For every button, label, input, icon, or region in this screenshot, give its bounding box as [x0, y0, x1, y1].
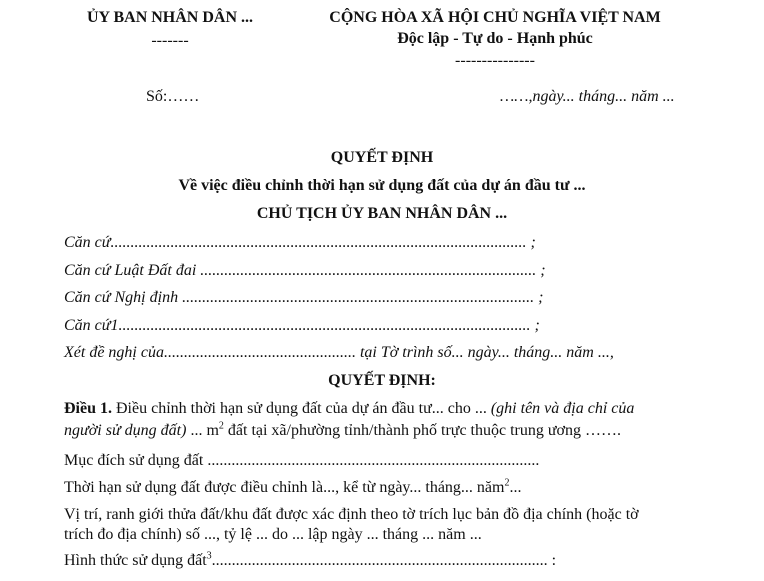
article-note: người sử dụng đất)	[64, 422, 187, 439]
article-label: Điều 1.	[64, 400, 112, 417]
land-location-1: Vị trí, ranh giới thửa đất/khu đất được xác định theo tờ trích lục bản đồ địa chính (hoặc tờ	[64, 506, 639, 523]
article-note: (ghi tên và địa chỉ của	[490, 400, 635, 417]
superscript: 2	[218, 420, 224, 432]
basis-line: Căn cứ........................................................................................................ ;	[64, 234, 536, 251]
footnote-ref: 2	[504, 477, 510, 489]
agency-name: ỦY BAN NHÂN DÂN ...	[86, 9, 254, 26]
land-purpose: Mục đích sử dụng đất ...................................................................................	[64, 452, 540, 469]
term-end: ...	[509, 479, 522, 496]
basis-line: Căn cứ Luật Đất đai .................................................................................... ;	[64, 262, 546, 279]
form-text: Hình thức sử dụng đất	[64, 552, 207, 569]
form-end: .................................................................................... :	[211, 552, 557, 569]
article-text: ... m	[186, 422, 219, 439]
basis-line: Xét đề nghị của................................................ tại Tờ trình số... ngày... tháng... năm ...,	[64, 344, 614, 361]
country-name: CỘNG HÒA XÃ HỘI CHỦ NGHĨA VIỆT NAM	[329, 9, 661, 26]
article-text: Điều chỉnh thời hạn sử dụng đất của dự án đầu tư... cho ...	[112, 400, 491, 417]
term-text: Thời hạn sử dụng đất được điều chỉnh là..., kể từ ngày... tháng... năm	[64, 479, 505, 496]
land-term	[64, 478, 521, 498]
motto: Độc lập - Tự do - Hạnh phúc	[397, 30, 593, 47]
document-number: Số:……	[146, 88, 200, 105]
article-1-line-1	[64, 399, 634, 419]
motto-rule: ---------------	[455, 52, 535, 69]
document-title: QUYẾT ĐỊNH	[330, 149, 434, 166]
basis-line: Căn cứ1....................................................................................................... ;	[64, 317, 540, 334]
land-use-form	[64, 551, 556, 571]
document-date: ……,ngày... tháng... năm ...	[500, 88, 675, 105]
agency-rule: -------	[151, 32, 189, 49]
land-location-2: trích đo địa chính) số ..., tỷ lệ ... do ... lập ngày ... tháng ... năm ...	[64, 526, 482, 543]
footnote-ref: 3	[206, 550, 212, 562]
basis-line: Căn cứ Nghị định ........................................................................................ ;	[64, 289, 544, 306]
issuing-authority: CHỦ TỊCH ỦY BAN NHÂN DÂN ...	[256, 205, 508, 222]
decision-heading: QUYẾT ĐỊNH:	[328, 372, 436, 389]
document-subject: Về việc điều chỉnh thời hạn sử dụng đất của dự án đầu tư ...	[178, 177, 586, 194]
article-1-line-2	[64, 421, 621, 441]
article-text: đất tại xã/phường tỉnh/thành phố trực thuộc trung ương …….	[223, 422, 621, 439]
